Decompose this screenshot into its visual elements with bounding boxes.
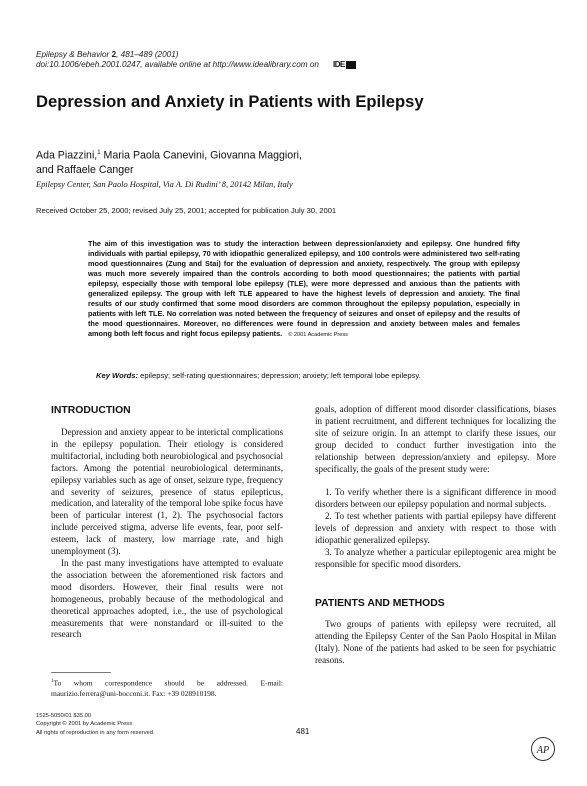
academic-press-logo-icon (530, 736, 556, 762)
received-dates: Received October 25, 2000; revised July 25, 2001; accepted for publication July 30, 2001 (36, 206, 337, 215)
footnote-mark: 1 (51, 679, 54, 684)
journal-name: Epilepsy & Behavior (36, 50, 110, 59)
abstract-text: The aim of this investigation was to study the interaction between depression/anxiety and epilepsy. One hundred fifty individuals with partial epilepsy, 70 with idiopathic generalized epilepsy, and 100 controls were administered two self-rating mood questionnaires (Zung and Stai) for the evaluation of depression and anxiety, respectively. The group with epilepsy was much more severely impaired than the controls according to both mood questionnaires; the patients with partial epilepsy, especially those with temporal lobe epilepsy (TLE), were more depressed and anxious than the patients with generalized epilepsy. The group with left TLE appeared to have the highest levels of depression and anxiety. The final results of our study confirmed that some mood disorders are common throughout the epilepsy population, especially in patients with left TLE. No correlation was noted between the frequency of seizures and onset of epilepsy and the results of the mood questionnaires. Moreover, no differences were found in depression and anxiety between males and females among both left focus and right focus epilepsy patients. (88, 239, 520, 339)
ideal-logo-mark (346, 61, 356, 69)
ideal-logo (333, 60, 356, 69)
journal-citation (36, 50, 319, 60)
publisher-logo-text: AP (536, 745, 550, 756)
keywords (96, 371, 520, 381)
intro-paragraph-2: In the past many investigations have attempted to evaluate the association between the aforementioned risk factors and mood disorders. However, their final results were not homogeneous, probably because of the methodological and theoretical approaches adopted, i.e., the use of psychological measurements that were nonstandard or ill-suited to the research (51, 557, 283, 640)
goal-item-2: 2. To test whether patients with partial epilepsy have different levels of depression and anxiety with respect to those with idiopathic generalized epilepsy. (315, 511, 556, 546)
footnote (51, 677, 283, 699)
journal-volume: 2 (111, 50, 117, 59)
first-author: Ada Piazzini, (36, 149, 98, 162)
right-column (315, 404, 556, 666)
page-number: 481 (296, 727, 310, 736)
journal-pages: , 481–489 (2001) (116, 50, 179, 59)
doi-line: doi:10.1006/ebeh.2001.0247, available online at http://www.idealibrary.com on (36, 60, 319, 69)
methods-paragraph: Two groups of patients with epilepsy were recruited, all attending the Epilepsy Center of the San Paolo Hospital in Milan (Italy). None of the patients had asked to be seen for psychiatric reasons. (315, 618, 556, 665)
goal-item-1: 1. To verify whether there is a significant difference in mood disorders between our epilepsy population and normal subjects. (315, 487, 556, 510)
footnote-divider (51, 672, 111, 673)
goal-item-3: 3. To analyze whether a particular epileptogenic area might be responsible for specific mood disorders. (315, 546, 556, 569)
article-title: Depression and Anxiety in Patients with Epilepsy (36, 92, 424, 111)
co-authors: Maria Paola Canevini, Giovanna Maggiori, (100, 149, 302, 162)
colophon (36, 712, 155, 737)
keywords-list: epilepsy; self-rating questionnaires; depression; anxiety; left temporal lobe epilepsy. (138, 371, 421, 380)
abstract-copyright: © 2001 Academic Press (288, 332, 348, 339)
journal-header (36, 50, 319, 70)
author-list (36, 146, 456, 178)
section-heading-introduction: INTRODUCTION (51, 405, 131, 416)
rights-line: All rights of reproduction in any form reserved. (36, 729, 155, 736)
keywords-label: Key Words: (96, 371, 139, 380)
ideal-logo-text: IDE (333, 60, 345, 69)
copyright-line: Copyright © 2001 by Academic Press (36, 721, 133, 728)
issn-price: 1525-5050/01 $35.00 (36, 713, 92, 719)
abstract (88, 239, 520, 340)
intro-paragraph-continued: goals, adoption of different mood disorder classifications, biases in patient recruitment, and different techniques for localizing the site of seizure origin. In an attempt to clarify these issues, our group decided to conduct further investigation into the relationship between depression/anxiety and epilepsy. More specifically, the goals of the present study were: (315, 404, 556, 474)
intro-paragraph-1: Depression and anxiety appear to be interictal complications in the epilepsy population. Their etiology is considered multifactorial, including both neurobiological and psychosocial factors. Among the potential neurobiological determinants, epilepsy variables such as age of onset, seizure type, frequency and severity of seizures, presence of status epilepticus, medication, and laterality of the temporal lobe spike focus have been of particular interest (1, 2). The psychosocial factors include perceived stigma, adverse life events, fear, poor self-esteem, lack of mastery, low marriage rate, and high unemployment (3). (51, 427, 283, 557)
author-footnote-mark: 1 (97, 150, 101, 156)
authors-line-2: and Raffaele Canger (36, 164, 134, 177)
section-heading-methods: PATIENTS AND METHODS (315, 597, 445, 609)
footnote-text: To whom correspondence should be addressed. E-mail: maurizio.ferrera@uni-bocconi.it. Fax: +39 028910198. (51, 678, 283, 698)
left-column (51, 404, 283, 641)
authors-line-1 (36, 146, 456, 163)
affiliation: Epilepsy Center, San Paolo Hospital, Via A. Di Rudini’ 8, 20142 Milan, Italy (36, 180, 293, 189)
